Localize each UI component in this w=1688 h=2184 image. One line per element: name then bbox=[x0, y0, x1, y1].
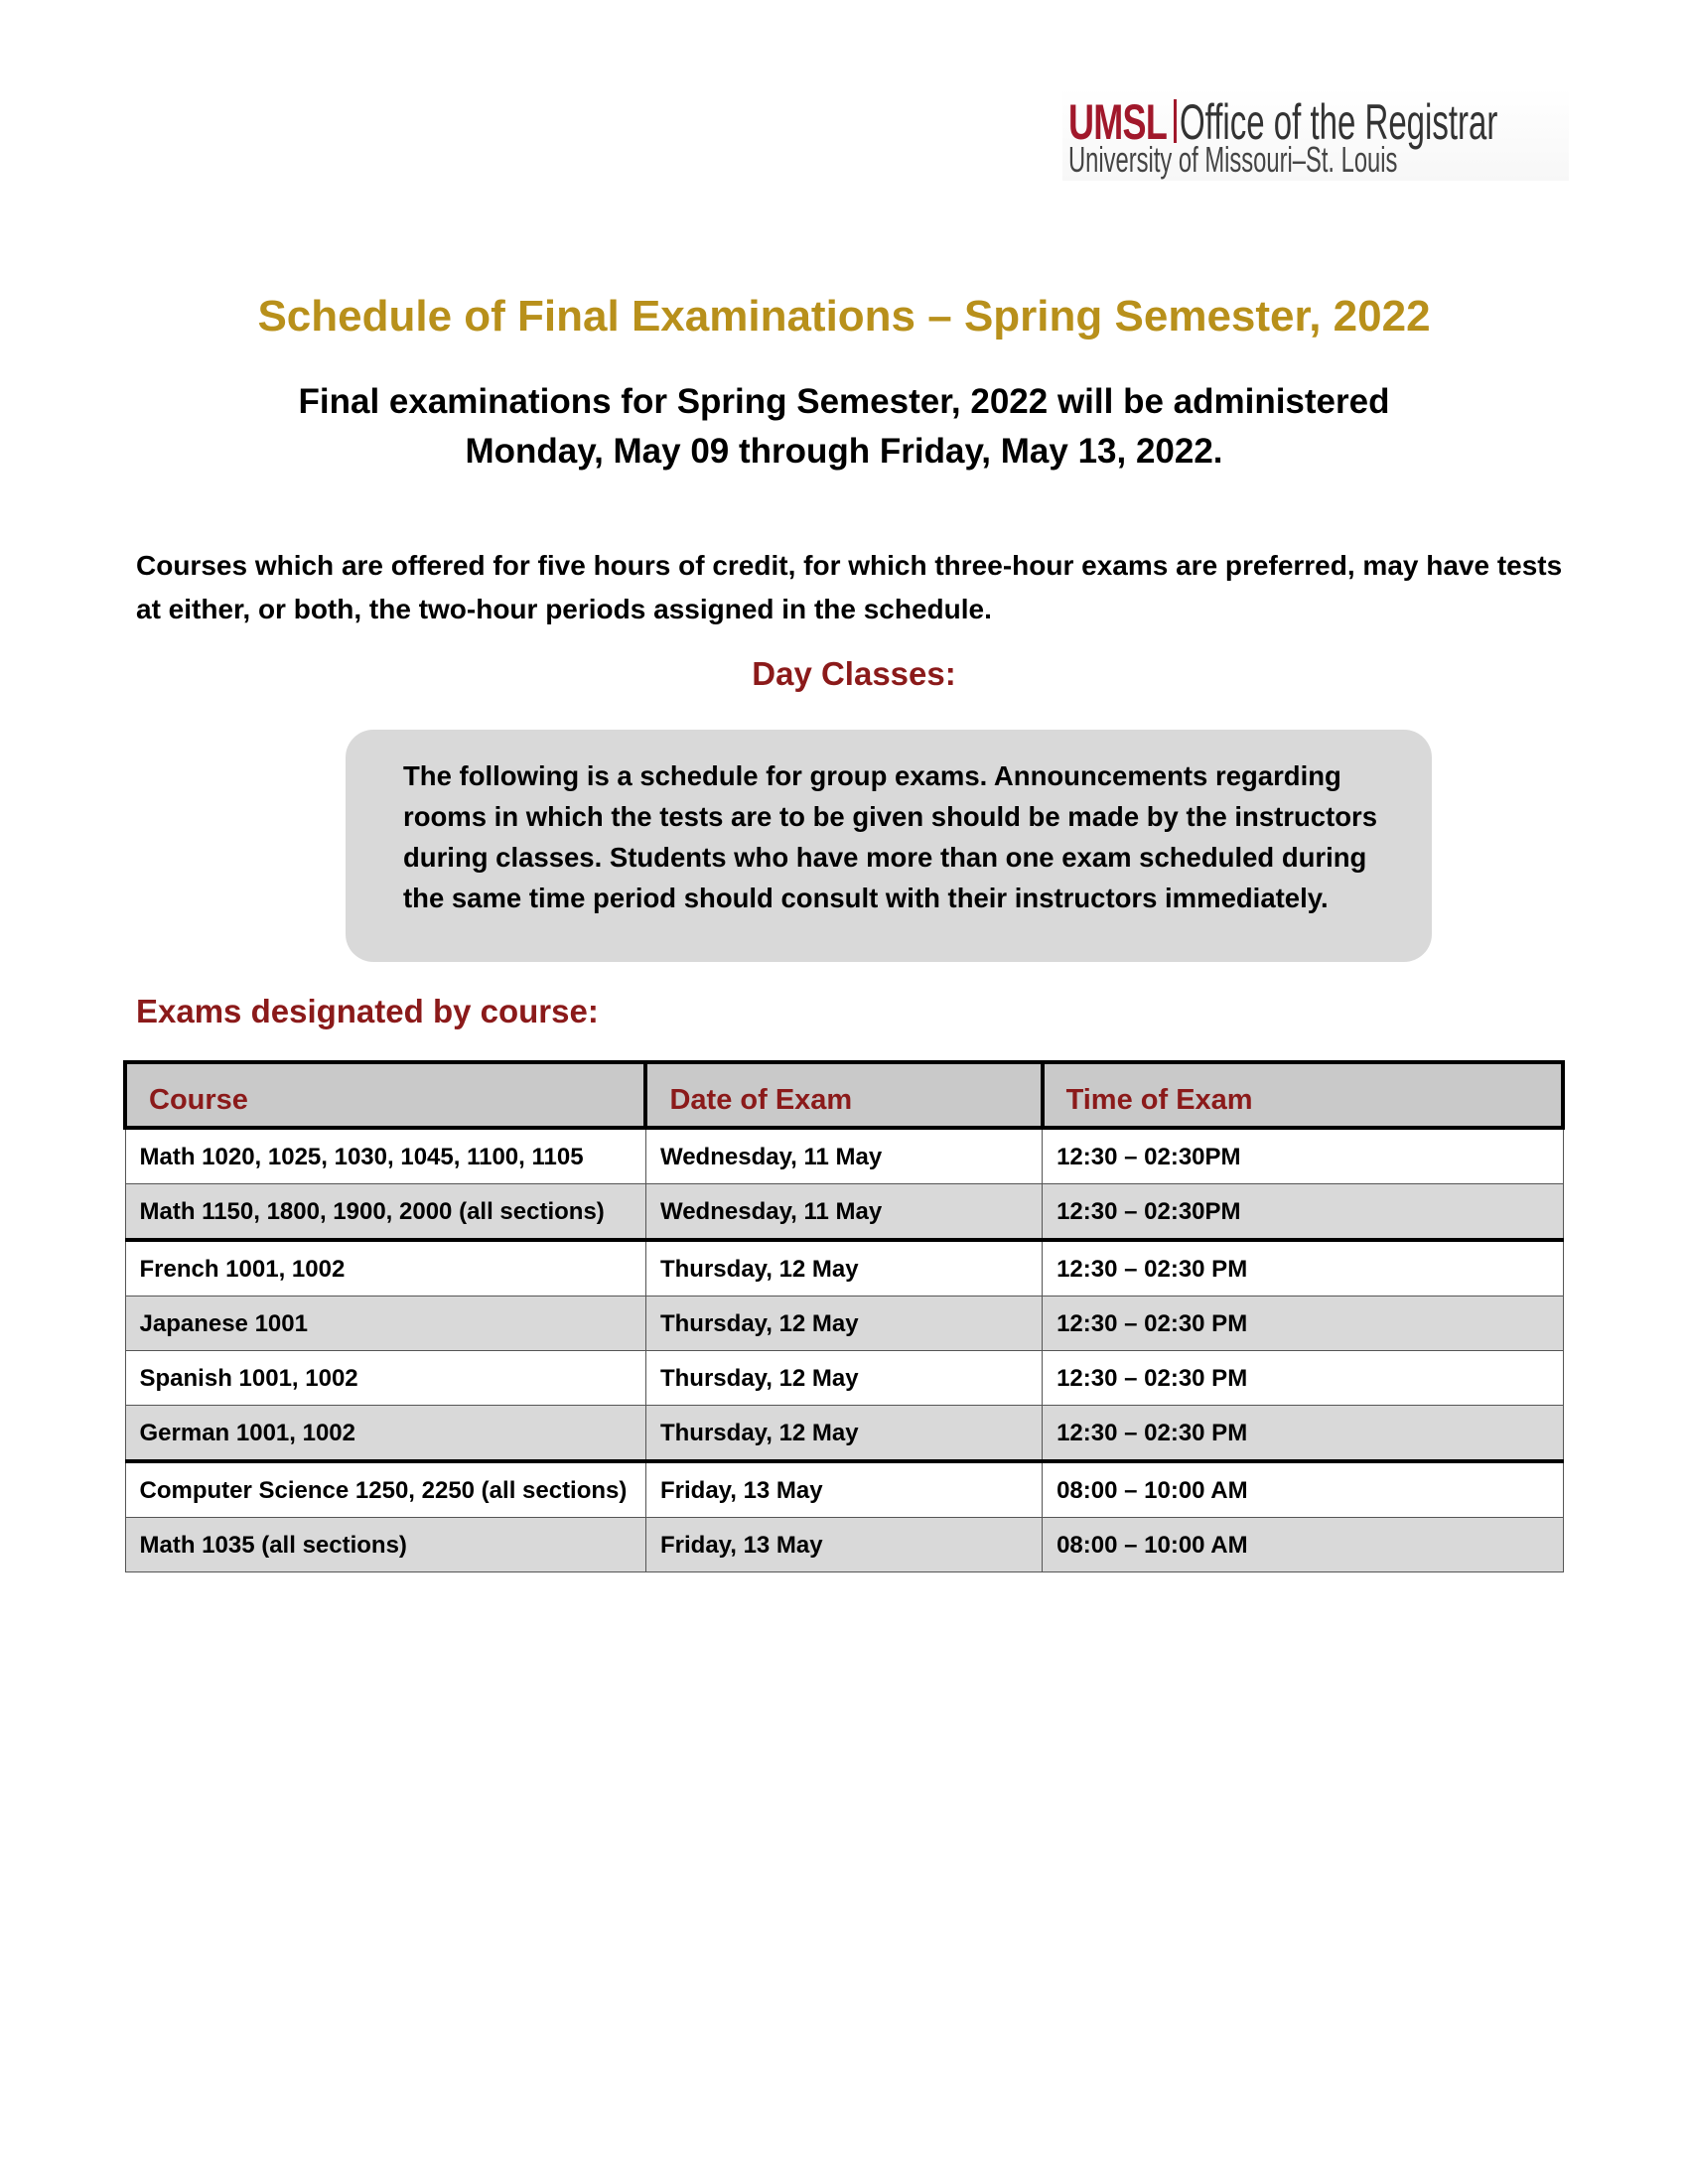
table-row bbox=[125, 1128, 1563, 1184]
date-cell: Wednesday, 11 May bbox=[645, 1128, 1042, 1184]
group-exams-notice: The following is a schedule for group exams. Announcements regarding rooms in which the tests are to be given should be made by the instructors during classes. Students who have more than one exam scheduled during the same time period should consult with their instructors immediately. bbox=[346, 730, 1432, 962]
time-cell: 12:30 – 02:30 PM bbox=[1043, 1351, 1563, 1406]
course-cell: Computer Science 1250, 2250 (all sections) bbox=[125, 1461, 645, 1518]
table-row bbox=[125, 1297, 1563, 1351]
time-cell: 12:30 – 02:30PM bbox=[1043, 1184, 1563, 1241]
course-cell: French 1001, 1002 bbox=[125, 1240, 645, 1297]
date-cell: Thursday, 12 May bbox=[645, 1351, 1042, 1406]
time-cell: 12:30 – 02:30PM bbox=[1043, 1128, 1563, 1184]
registrar-logo bbox=[1062, 87, 1569, 181]
day-classes-heading: Day Classes: bbox=[752, 655, 956, 692]
time-cell: 08:00 – 10:00 AM bbox=[1043, 1461, 1563, 1518]
column-header-time: Time of Exam bbox=[1043, 1062, 1563, 1128]
exam-dates-line-1: Final examinations for Spring Semester, 2022 will be administered bbox=[298, 382, 1390, 421]
table-row bbox=[125, 1240, 1563, 1297]
logo-office-name: Office of the Registrar bbox=[1180, 94, 1498, 150]
exams-table bbox=[123, 1060, 1565, 1572]
course-cell: German 1001, 1002 bbox=[125, 1406, 645, 1462]
time-cell: 12:30 – 02:30 PM bbox=[1043, 1406, 1563, 1462]
table-row bbox=[125, 1184, 1563, 1241]
course-cell: Spanish 1001, 1002 bbox=[125, 1351, 645, 1406]
date-cell: Thursday, 12 May bbox=[645, 1406, 1042, 1462]
date-cell: Friday, 13 May bbox=[645, 1461, 1042, 1518]
date-cell: Thursday, 12 May bbox=[645, 1297, 1042, 1351]
time-cell: 08:00 – 10:00 AM bbox=[1043, 1518, 1563, 1572]
column-header-date: Date of Exam bbox=[645, 1062, 1042, 1128]
logo-acronym: UMSL bbox=[1068, 94, 1168, 150]
exam-dates-statement bbox=[0, 377, 1688, 477]
table-row bbox=[125, 1461, 1563, 1518]
course-cell: Math 1035 (all sections) bbox=[125, 1518, 645, 1572]
course-cell: Japanese 1001 bbox=[125, 1297, 645, 1351]
date-cell: Thursday, 12 May bbox=[645, 1240, 1042, 1297]
logo-divider bbox=[1174, 99, 1177, 143]
time-cell: 12:30 – 02:30 PM bbox=[1043, 1297, 1563, 1351]
exams-by-course-heading: Exams designated by course: bbox=[136, 993, 599, 1029]
time-cell: 12:30 – 02:30 PM bbox=[1043, 1240, 1563, 1297]
table-row bbox=[125, 1406, 1563, 1462]
table-row bbox=[125, 1351, 1563, 1406]
page-title: Schedule of Final Examinations – Spring Semester, 2022 bbox=[257, 292, 1431, 341]
exam-dates-line-2: Monday, May 09 through Friday, May 13, 2022. bbox=[465, 432, 1223, 471]
column-header-course: Course bbox=[125, 1062, 645, 1128]
intro-paragraph: Courses which are offered for five hours of credit, for which three-hour exams are preferred, may have tests at either, or both, the two-hour periods assigned in the schedule. bbox=[136, 550, 1563, 624]
date-cell: Wednesday, 11 May bbox=[645, 1184, 1042, 1241]
course-cell: Math 1150, 1800, 1900, 2000 (all sections) bbox=[125, 1184, 645, 1241]
course-cell: Math 1020, 1025, 1030, 1045, 1100, 1105 bbox=[125, 1128, 645, 1184]
table-header-row bbox=[125, 1062, 1563, 1128]
table-row bbox=[125, 1518, 1563, 1572]
date-cell: Friday, 13 May bbox=[645, 1518, 1042, 1572]
logo-university-name: University of Missouri–St. Louis bbox=[1068, 139, 1398, 180]
